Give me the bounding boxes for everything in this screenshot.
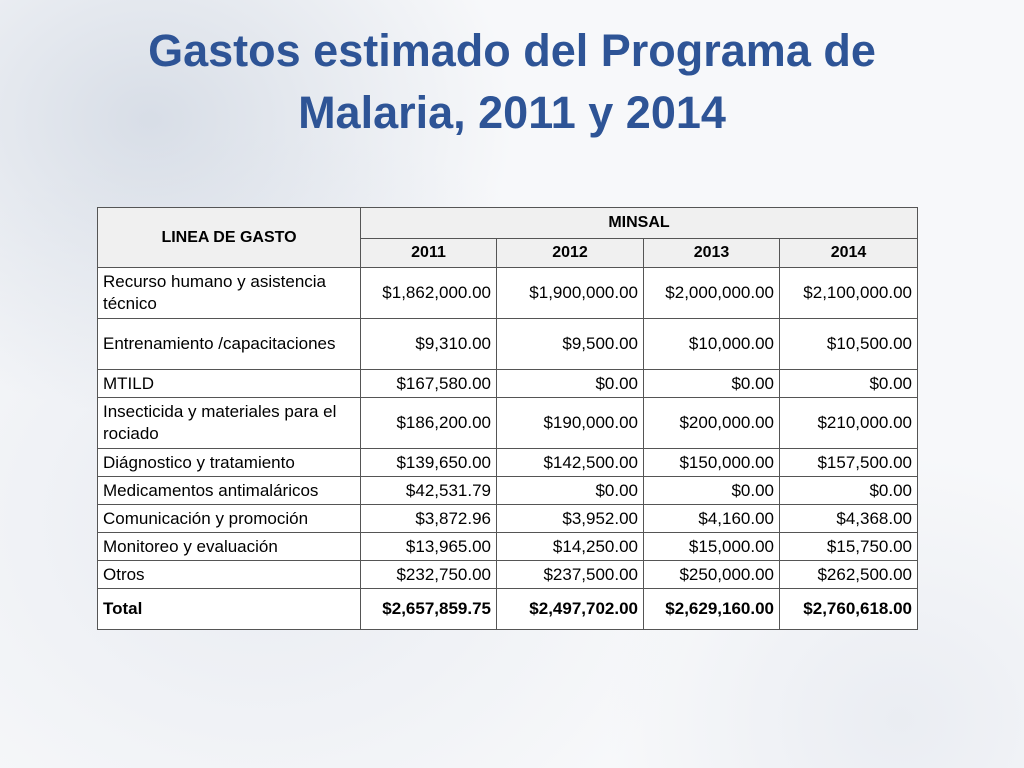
- table-row: [98, 533, 918, 561]
- cell-value: $139,650.00: [361, 449, 497, 477]
- table-row: [98, 505, 918, 533]
- table-row: [98, 477, 918, 505]
- cell-value: $0.00: [497, 370, 644, 398]
- cell-value: $210,000.00: [780, 398, 918, 449]
- row-label: Otros: [98, 561, 361, 589]
- cell-value: $2,000,000.00: [644, 268, 780, 319]
- total-value: $2,629,160.00: [644, 589, 780, 630]
- cell-value: $4,368.00: [780, 505, 918, 533]
- total-row: [98, 589, 918, 630]
- cell-value: $10,500.00: [780, 319, 918, 370]
- cell-value: $0.00: [644, 370, 780, 398]
- cell-value: $232,750.00: [361, 561, 497, 589]
- row-label: MTILD: [98, 370, 361, 398]
- table-row: [98, 268, 918, 319]
- total-value: $2,497,702.00: [497, 589, 644, 630]
- cell-value: $13,965.00: [361, 533, 497, 561]
- slide-title-line-1: Gastos estimado del Programa de: [148, 25, 876, 76]
- column-group-header-minsal: MINSAL: [361, 208, 918, 239]
- column-header-year-2012: 2012: [497, 239, 644, 268]
- row-label: Diágnostico y tratamiento: [98, 449, 361, 477]
- table-row: [98, 370, 918, 398]
- cell-value: $15,750.00: [780, 533, 918, 561]
- column-header-year-2013: 2013: [644, 239, 780, 268]
- cell-value: $3,872.96: [361, 505, 497, 533]
- cell-value: $200,000.00: [644, 398, 780, 449]
- cell-value: $167,580.00: [361, 370, 497, 398]
- cell-value: $9,500.00: [497, 319, 644, 370]
- column-header-year-2014: 2014: [780, 239, 918, 268]
- cell-value: $15,000.00: [644, 533, 780, 561]
- cell-value: $9,310.00: [361, 319, 497, 370]
- cell-value: $157,500.00: [780, 449, 918, 477]
- cell-value: $1,900,000.00: [497, 268, 644, 319]
- row-label: Insecticida y materiales para el rociado: [98, 398, 361, 449]
- cell-value: $190,000.00: [497, 398, 644, 449]
- row-label: Recurso humano y asistencia técnico: [98, 268, 361, 319]
- slide-title: [62, 20, 962, 144]
- slide-title-line-2: Malaria, 2011 y 2014: [298, 87, 726, 138]
- header-row-group: [98, 208, 918, 239]
- cell-value: $0.00: [644, 477, 780, 505]
- row-label: Comunicación y promoción: [98, 505, 361, 533]
- cell-value: $250,000.00: [644, 561, 780, 589]
- total-value: $2,657,859.75: [361, 589, 497, 630]
- cell-value: $3,952.00: [497, 505, 644, 533]
- table-row: [98, 449, 918, 477]
- table-row: [98, 319, 918, 370]
- cell-value: $1,862,000.00: [361, 268, 497, 319]
- cell-value: $186,200.00: [361, 398, 497, 449]
- cell-value: $0.00: [780, 370, 918, 398]
- cell-value: $14,250.00: [497, 533, 644, 561]
- expense-table: [97, 207, 918, 630]
- column-header-year-2011: 2011: [361, 239, 497, 268]
- cell-value: $0.00: [780, 477, 918, 505]
- row-label: Entrenamiento /capacitaciones: [98, 319, 361, 370]
- cell-value: $42,531.79: [361, 477, 497, 505]
- cell-value: $4,160.00: [644, 505, 780, 533]
- cell-value: $142,500.00: [497, 449, 644, 477]
- cell-value: $262,500.00: [780, 561, 918, 589]
- column-header-line-item: LINEA DE GASTO: [98, 208, 361, 268]
- cell-value: $237,500.00: [497, 561, 644, 589]
- table-row: [98, 398, 918, 449]
- cell-value: $10,000.00: [644, 319, 780, 370]
- row-label: Monitoreo y evaluación: [98, 533, 361, 561]
- total-value: $2,760,618.00: [780, 589, 918, 630]
- cell-value: $150,000.00: [644, 449, 780, 477]
- row-label: Medicamentos antimaláricos: [98, 477, 361, 505]
- cell-value: $2,100,000.00: [780, 268, 918, 319]
- cell-value: $0.00: [497, 477, 644, 505]
- total-label: Total: [98, 589, 361, 630]
- table-row: [98, 561, 918, 589]
